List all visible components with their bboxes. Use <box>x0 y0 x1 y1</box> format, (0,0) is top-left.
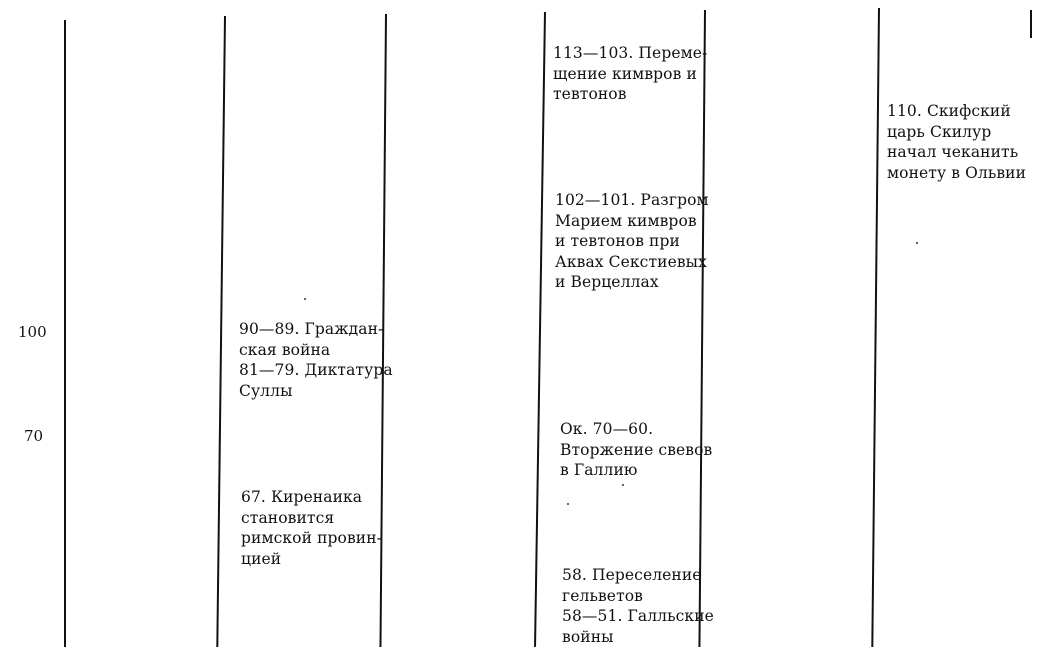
column-rule-6 <box>871 8 880 647</box>
column-rule-2 <box>216 16 226 647</box>
year-label-100: 100 <box>18 323 47 341</box>
entry-cyrenaica-province: 67. Киренаика становится римской провин- цией <box>241 488 382 568</box>
year-label-70: 70 <box>24 427 44 445</box>
entry-skilur-coinage: 110. Скифский царь Скилур начал чеканить монету в Ольвии <box>887 102 1027 182</box>
print-speck <box>304 298 306 300</box>
print-speck <box>567 503 569 505</box>
print-speck <box>916 242 918 244</box>
entry-cimbri-teutons-defeat: 102—101. Разгром Марием кимвров и тевтонов при Аквах Секстиевых и Верцеллах <box>555 191 709 291</box>
column-rule-1 <box>64 20 66 647</box>
column-rule-5 <box>698 10 706 647</box>
column-rule-4 <box>534 12 546 647</box>
entry-helvetii-gallic-wars: 58. Переселение гельветов 58—51. Галльские войны <box>562 566 714 646</box>
entry-civil-war-sulla: 90—89. Граждан- ская война 81—79. Диктатура Суллы <box>239 320 393 400</box>
entry-suebi-invasion: Ок. 70—60. Вторжение свевов в Галлию <box>560 420 713 479</box>
entry-cimbri-teutons-migration: 113—103. Переме- щение кимвров и тевтонов <box>553 44 708 103</box>
column-rule-7 <box>1030 10 1032 38</box>
print-speck <box>622 484 624 486</box>
